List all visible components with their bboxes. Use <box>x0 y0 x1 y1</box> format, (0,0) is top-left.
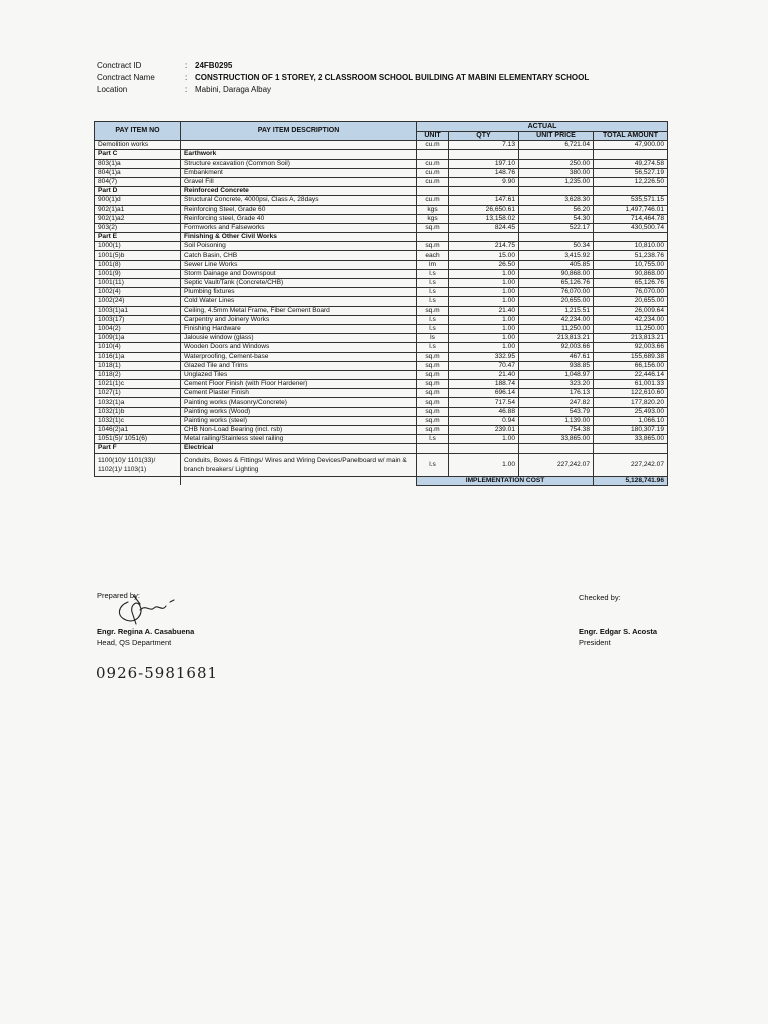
table-row <box>95 141 668 150</box>
cell-unit: sq.m <box>417 370 449 379</box>
cell-description: Waterproofing, Cement-base <box>181 352 417 361</box>
cell-total-amount: 61,001.33 <box>594 380 668 389</box>
contract-id-row <box>97 60 589 72</box>
cell-unit-price <box>519 233 594 242</box>
cell-pay-item-no: Part F <box>95 444 181 453</box>
cell-pay-item-no: 1004(2) <box>95 324 181 333</box>
table-row <box>95 361 668 370</box>
cell-description: Ceiling, 4.5mm Metal Frame, Fiber Cement Board <box>181 306 417 315</box>
cell-qty: 717.54 <box>449 398 519 407</box>
table-body <box>95 141 668 453</box>
table-row <box>95 416 668 425</box>
actual-header: ACTUAL <box>417 122 668 132</box>
cell-qty: 214.75 <box>449 242 519 251</box>
table-row <box>95 168 668 177</box>
unit-price-header: UNIT PRICE <box>519 132 594 141</box>
table-row <box>95 435 668 444</box>
cell-qty: 26.50 <box>449 260 519 269</box>
cell-pay-item-no: 900(1)d <box>95 196 181 205</box>
cell-qty: 7.13 <box>449 141 519 150</box>
cell-total-amount: 47,900.00 <box>594 141 668 150</box>
cell-pay-item-no: 1016(1)a <box>95 352 181 361</box>
table-row <box>95 177 668 186</box>
cell-unit: cu.m <box>417 141 449 150</box>
cell-description: Structure excavation (Common Soil) <box>181 159 417 168</box>
cell-unit: sq.m <box>417 389 449 398</box>
cell-qty: 1.00 <box>449 269 519 278</box>
handwritten-phone-number: 0926-5981681 <box>96 664 219 682</box>
cell-pay-item-no: 1027(1) <box>95 389 181 398</box>
cell-description: Reinforced Concrete <box>181 187 417 196</box>
cell-pay-item-no: 902(1)a1 <box>95 205 181 214</box>
table-row <box>95 324 668 333</box>
table-row <box>95 159 668 168</box>
cell-total-amount <box>594 187 668 196</box>
cell-unit: each <box>417 251 449 260</box>
cell-unit: sq.m <box>417 223 449 232</box>
cell-description: Reinforcing Steel, Grade 60 <box>181 205 417 214</box>
contract-id-label: Conctract ID <box>97 61 142 70</box>
cell-total-amount: 33,865.00 <box>594 435 668 444</box>
cell-total-amount: 180,307.19 <box>594 426 668 435</box>
table-row <box>95 279 668 288</box>
cell-total-amount <box>594 233 668 242</box>
cell-unit-price: 176.13 <box>519 389 594 398</box>
cell-total-amount: 213,813.21 <box>594 334 668 343</box>
cell-unit-price: 938.85 <box>519 361 594 370</box>
contract-id-value: 24FB0295 <box>195 61 233 70</box>
cell-unit: sq.m <box>417 242 449 251</box>
cell-total-amount: 1,497,746.01 <box>594 205 668 214</box>
table-row <box>95 223 668 232</box>
cell-unit-price: 11,250.00 <box>519 324 594 333</box>
table-row <box>95 214 668 223</box>
prepared-by-label: Prepared by: <box>97 591 140 600</box>
table-row-electrical <box>95 453 668 476</box>
cell-unit-price: 65,126.76 <box>519 279 594 288</box>
cell-unit-price: 522.17 <box>519 223 594 232</box>
cell-pay-item-no: 1001(8) <box>95 260 181 269</box>
cell-total-amount <box>594 444 668 453</box>
cell-pay-item-no: 1032(1)b <box>95 407 181 416</box>
cell-unit-price: 54.30 <box>519 214 594 223</box>
cell-unit: sq.m <box>417 380 449 389</box>
cell-unit-price: 56.20 <box>519 205 594 214</box>
cell-description: Structural Concrete, 4000psi, Class A, 28days <box>181 196 417 205</box>
cell-unit: cu.m <box>417 159 449 168</box>
cell-total-amount <box>594 150 668 159</box>
cell-unit <box>417 444 449 453</box>
cell-unit: sq.m <box>417 426 449 435</box>
contract-name-value: CONSTRUCTION OF 1 STOREY, 2 CLASSROOM SCHOOL BUILDING AT MABINI ELEMENTARY SCHOOL <box>195 73 590 82</box>
cell-unit-price: 250.00 <box>519 159 594 168</box>
table-row <box>95 407 668 416</box>
cell-qty: 1.00 <box>449 288 519 297</box>
colon: : <box>185 61 188 70</box>
blank-cell <box>95 476 181 485</box>
cell-unit-price: 3,628.30 <box>519 196 594 205</box>
cell-unit: l.s <box>417 324 449 333</box>
table-row <box>95 444 668 453</box>
cell-qty: 1.00 <box>449 343 519 352</box>
cell-total-amount: 90,868.00 <box>594 269 668 278</box>
cell-qty: 147.61 <box>449 196 519 205</box>
cell-pay-item-no: 903(2) <box>95 223 181 232</box>
cell-pay-item-no: 1018(1) <box>95 361 181 370</box>
table-row <box>95 196 668 205</box>
cell-qty: 148.76 <box>449 168 519 177</box>
cell-description: Storm Dainage and Downspout <box>181 269 417 278</box>
cell-pay-item-no: 1003(17) <box>95 315 181 324</box>
cell-description: Cement Floor Finish (with Floor Hardener) <box>181 380 417 389</box>
cell-unit-price: 42,234.00 <box>519 315 594 324</box>
cell-total-amount: 51,238.76 <box>594 251 668 260</box>
cell-total-amount: 76,070.00 <box>594 288 668 297</box>
location-label: Location <box>97 85 128 94</box>
cell-description: Finishing Hardware <box>181 324 417 333</box>
cell-qty: 1.00 <box>449 435 519 444</box>
cell-pay-item-no: 1003(1)a1 <box>95 306 181 315</box>
cell-description: Embankment <box>181 168 417 177</box>
cell-total-amount: 25,493.00 <box>594 407 668 416</box>
table-row <box>95 288 668 297</box>
cell-qty: 197.10 <box>449 159 519 168</box>
cell-unit-price <box>519 150 594 159</box>
cell-description: Reinforcing steel, Grade 40 <box>181 214 417 223</box>
table-row <box>95 426 668 435</box>
cell-description: Formworks and Falseworks <box>181 223 417 232</box>
cell-description: Catch Basin, CHB <box>181 251 417 260</box>
prepared-by-title: Head, QS Department <box>97 638 172 647</box>
contract-header <box>97 60 589 96</box>
cell-description: Carpentry and Joinery Works <box>181 315 417 324</box>
cell-total-amount: 714,464.78 <box>594 214 668 223</box>
cell-total-amount: 66,156.00 <box>594 361 668 370</box>
cell-pay-item-no: 1000(1) <box>95 242 181 251</box>
cell-qty: 9.90 <box>449 177 519 186</box>
table-row <box>95 380 668 389</box>
cell-total-amount: 227,242.07 <box>594 453 668 476</box>
table-row <box>95 352 668 361</box>
table-row <box>95 297 668 306</box>
cell-pay-item-no: 1032(1)c <box>95 416 181 425</box>
cell-unit-price <box>519 444 594 453</box>
cell-unit-price: 380.00 <box>519 168 594 177</box>
cell-description: Cement Plaster Finish <box>181 389 417 398</box>
cell-description: Jalousie window (glass) <box>181 334 417 343</box>
cell-unit-price <box>519 187 594 196</box>
cell-description: Glazed Tile and Trims <box>181 361 417 370</box>
table-row <box>95 260 668 269</box>
prepared-by-signatory <box>97 626 194 648</box>
cell-description: Sewer Line Works <box>181 260 417 269</box>
cell-pay-item-no: 1021(1)c <box>95 380 181 389</box>
cell-qty: 1.00 <box>449 315 519 324</box>
total-amount-header: TOTAL AMOUNT <box>594 132 668 141</box>
table-row <box>95 269 668 278</box>
cell-qty: 188.74 <box>449 380 519 389</box>
cell-unit-price: 20,655.00 <box>519 297 594 306</box>
cell-unit-price: 323.20 <box>519 380 594 389</box>
cell-unit: l.s <box>417 288 449 297</box>
cell-pay-item-no: 1001(9) <box>95 269 181 278</box>
table-row <box>95 205 668 214</box>
cell-description: Septic Vault/Tank (Concrete/CHB) <box>181 279 417 288</box>
cell-total-amount: 12,226.50 <box>594 177 668 186</box>
cell-unit-price: 227,242.07 <box>519 453 594 476</box>
cell-total-amount: 42,234.00 <box>594 315 668 324</box>
pay-item-no-header: PAY ITEM NO <box>95 122 181 141</box>
table-row <box>95 187 668 196</box>
colon: : <box>185 85 188 94</box>
cell-qty: 26,650.61 <box>449 205 519 214</box>
colon: : <box>185 73 188 82</box>
cell-description: Painting works (steel) <box>181 416 417 425</box>
cell-description: Painting works (Masonry/Concrete) <box>181 398 417 407</box>
cell-qty <box>449 187 519 196</box>
cell-unit: sq.m <box>417 361 449 370</box>
cell-unit: cu.m <box>417 168 449 177</box>
cell-unit: kgs <box>417 214 449 223</box>
cell-unit: cu.m <box>417 196 449 205</box>
contract-name-label: Conctract Name <box>97 73 155 82</box>
cell-total-amount: 65,126.76 <box>594 279 668 288</box>
cell-total-amount: 49,274.58 <box>594 159 668 168</box>
table-row <box>95 389 668 398</box>
cell-qty: 13,158.02 <box>449 214 519 223</box>
cell-unit-price: 247.82 <box>519 398 594 407</box>
cell-qty: 21.40 <box>449 370 519 379</box>
cell-total-amount: 20,655.00 <box>594 297 668 306</box>
cell-total-amount: 122,610.60 <box>594 389 668 398</box>
cell-pay-item-no: 804(1)a <box>95 168 181 177</box>
description-header: PAY ITEM DESCRIPTION <box>181 122 417 141</box>
cell-pay-item-no: 1010(4) <box>95 343 181 352</box>
cell-unit: kgs <box>417 205 449 214</box>
unit-header: UNIT <box>417 132 449 141</box>
table-row <box>95 315 668 324</box>
cell-qty: 21.40 <box>449 306 519 315</box>
cell-unit-price: 92,003.66 <box>519 343 594 352</box>
cell-pay-item-no: 1002(24) <box>95 297 181 306</box>
table-row <box>95 398 668 407</box>
checked-by-title: President <box>579 638 611 647</box>
contract-name-row <box>97 72 589 84</box>
cell-total-amount: 10,810.00 <box>594 242 668 251</box>
cell-pay-item-no: 803(1)a <box>95 159 181 168</box>
implementation-cost-value: 5,128,741.96 <box>594 476 668 485</box>
cell-qty: 332.95 <box>449 352 519 361</box>
cell-unit: sq.m <box>417 407 449 416</box>
cell-unit-price: 50.34 <box>519 242 594 251</box>
cell-unit: l.s <box>417 343 449 352</box>
cell-total-amount: 155,689.38 <box>594 352 668 361</box>
cell-unit <box>417 150 449 159</box>
cell-qty <box>449 233 519 242</box>
cell-description: Metal railing/Stainless steel railing <box>181 435 417 444</box>
cell-description: Unglazed Tiles <box>181 370 417 379</box>
handwritten-signature <box>110 594 190 630</box>
cell-qty <box>449 150 519 159</box>
checked-by-name: Engr. Edgar S. Acosta <box>579 627 658 636</box>
table-row <box>95 251 668 260</box>
cell-qty: 1.00 <box>449 297 519 306</box>
cell-unit: lm <box>417 260 449 269</box>
cell-unit-price: 33,865.00 <box>519 435 594 444</box>
location-row <box>97 84 589 96</box>
table-row <box>95 233 668 242</box>
cell-total-amount: 92,003.66 <box>594 343 668 352</box>
cell-pay-item-no: Part E <box>95 233 181 242</box>
table-row <box>95 242 668 251</box>
cell-unit-price: 405.85 <box>519 260 594 269</box>
cell-description: Electrical <box>181 444 417 453</box>
cell-total-amount: 56,527.19 <box>594 168 668 177</box>
cell-total-amount: 430,500.74 <box>594 223 668 232</box>
cell-description: Earthwork <box>181 150 417 159</box>
cell-unit-price: 543.79 <box>519 407 594 416</box>
cell-qty: 1.00 <box>449 279 519 288</box>
cell-qty: 239.01 <box>449 426 519 435</box>
cell-qty <box>449 444 519 453</box>
cell-unit-price: 1,139.00 <box>519 416 594 425</box>
cell-pay-item-no: 1002(4) <box>95 288 181 297</box>
cell-unit-price: 76,070.00 <box>519 288 594 297</box>
implementation-cost-row <box>95 476 668 485</box>
cell-unit: sq.m <box>417 398 449 407</box>
checked-by-label: Checked by: <box>579 593 621 602</box>
cell-unit-price: 754.38 <box>519 426 594 435</box>
cell-unit: l.s <box>417 297 449 306</box>
cell-total-amount: 26,009.64 <box>594 306 668 315</box>
cell-qty: 1.00 <box>449 453 519 476</box>
implementation-cost-label: IMPLEMENTATION COST <box>417 476 594 485</box>
cell-pay-item-no: 1009(1)a <box>95 334 181 343</box>
cell-description: Cold Water Lines <box>181 297 417 306</box>
table-row <box>95 306 668 315</box>
cell-unit: cu.m <box>417 177 449 186</box>
cell-total-amount: 22,446.14 <box>594 370 668 379</box>
cell-pay-item-no: 1100(10)/ 1101(33)/ 1102(1)/ 1103(1) <box>95 453 181 476</box>
cell-pay-item-no: 804(7) <box>95 177 181 186</box>
cell-pay-item-no: 1046(2)a1 <box>95 426 181 435</box>
cell-description: Soil Poisoning <box>181 242 417 251</box>
blank-cell <box>181 476 417 485</box>
cell-pay-item-no: 1051(5)/ 1051(6) <box>95 435 181 444</box>
qty-header: QTY <box>449 132 519 141</box>
cell-unit: sq.m <box>417 306 449 315</box>
cell-unit-price: 467.61 <box>519 352 594 361</box>
cell-unit: l.s <box>417 435 449 444</box>
cell-qty: 1.00 <box>449 334 519 343</box>
cell-pay-item-no: 1001(11) <box>95 279 181 288</box>
cell-qty: 824.45 <box>449 223 519 232</box>
cell-pay-item-no: Part C <box>95 150 181 159</box>
checked-by-block <box>579 592 621 603</box>
location-value: Mabini, Daraga Albay <box>195 85 272 94</box>
prepared-by-name: Engr. Regina A. Casabuena <box>97 627 195 636</box>
bill-of-quantities-table <box>94 121 668 486</box>
cell-qty: 696.14 <box>449 389 519 398</box>
cell-description: Gravel Fill <box>181 177 417 186</box>
cell-total-amount: 535,571.15 <box>594 196 668 205</box>
cell-unit-price: 6,721.04 <box>519 141 594 150</box>
cell-pay-item-no: 1032(1)a <box>95 398 181 407</box>
cell-pay-item-no: Part D <box>95 187 181 196</box>
cell-unit-price: 1,235.00 <box>519 177 594 186</box>
cell-unit <box>417 187 449 196</box>
table-row <box>95 334 668 343</box>
cell-pay-item-no: Demolition works <box>95 141 181 150</box>
cell-unit: l.s <box>417 315 449 324</box>
cell-unit: l.s <box>417 269 449 278</box>
cell-description: Wooden Doors and Windows <box>181 343 417 352</box>
cell-unit-price: 1,215.51 <box>519 306 594 315</box>
cell-description: Conduits, Boxes & Fittings/ Wires and Wiring Devices/Panelboard w/ main & branch breakers/ Lighting <box>181 453 417 476</box>
cell-description: Finishing & Other Civil Works <box>181 233 417 242</box>
cell-total-amount: 10,755.00 <box>594 260 668 269</box>
cell-unit-price: 90,868.00 <box>519 269 594 278</box>
cell-qty: 46.88 <box>449 407 519 416</box>
cell-description <box>181 141 417 150</box>
cell-pay-item-no: 1018(2) <box>95 370 181 379</box>
cell-total-amount: 177,820.20 <box>594 398 668 407</box>
cell-unit: l.s <box>417 453 449 476</box>
cell-unit-price: 1,048.97 <box>519 370 594 379</box>
cell-unit: ls <box>417 334 449 343</box>
cell-unit-price: 3,415.92 <box>519 251 594 260</box>
cell-unit: sq.m <box>417 352 449 361</box>
checked-by-signatory <box>579 626 657 648</box>
cell-qty: 1.00 <box>449 324 519 333</box>
cell-description: Painting works (Wood) <box>181 407 417 416</box>
cell-qty: 70.47 <box>449 361 519 370</box>
cell-total-amount: 11,250.00 <box>594 324 668 333</box>
cell-unit <box>417 233 449 242</box>
table-row <box>95 150 668 159</box>
cell-unit: sq.m <box>417 416 449 425</box>
table-row <box>95 370 668 379</box>
cell-pay-item-no: 1001(5)b <box>95 251 181 260</box>
cell-pay-item-no: 902(1)a2 <box>95 214 181 223</box>
cell-qty: 0.94 <box>449 416 519 425</box>
cell-total-amount: 1,066.10 <box>594 416 668 425</box>
cell-unit: l.s <box>417 279 449 288</box>
cell-qty: 15.00 <box>449 251 519 260</box>
cell-unit-price: 213,813.21 <box>519 334 594 343</box>
table-row <box>95 343 668 352</box>
cell-description: CHB Non-Load Bearing (incl. rsb) <box>181 426 417 435</box>
cell-description: Plumbing fixtures <box>181 288 417 297</box>
